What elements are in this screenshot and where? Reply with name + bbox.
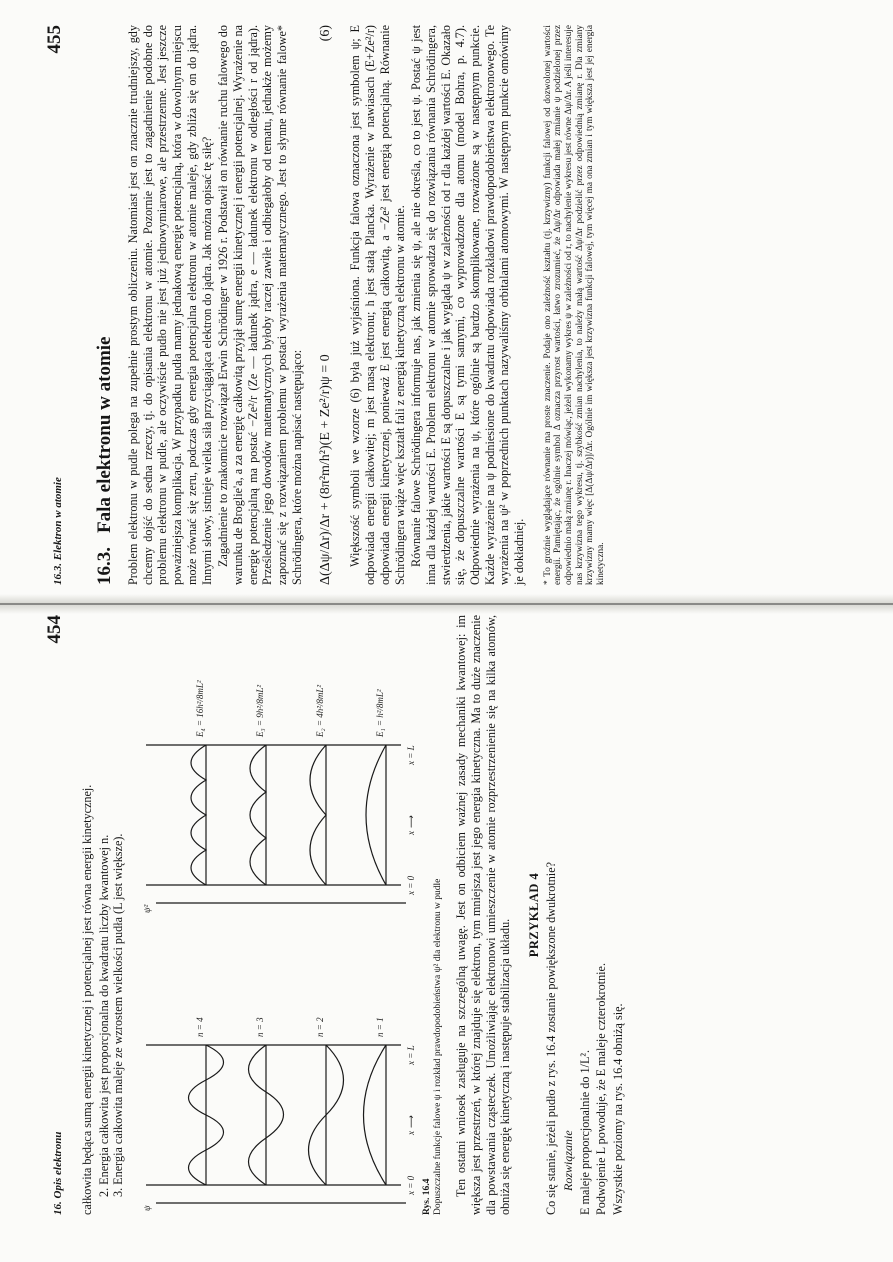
running-head: 16. Opis elektronu: [52, 1131, 64, 1215]
x-axis-label: x ⟶: [406, 1115, 417, 1135]
xL-label: x = L: [406, 745, 417, 765]
paragraph: Większość symboli we wzorze (6) była już wyjaśniona. Funkcja falowa oznaczona jest symbolem ψ; E odpowiada energii całkowitej; m jest masą elektronu; h jest stałą Plancka. Wyrażenie w nawiasach (E+Ze²/r) odpowiada energii kinetycznej, ponieważ E jest energią całkowitą, a −Ze² jest energią potencjalną. Równanie Schrödingera wiąże więc kształt fali z energią kinetyczną elektronu w atomie.: [348, 25, 407, 585]
psi-axis-label: ψ: [142, 1205, 153, 1211]
page-header: [40, 615, 80, 1215]
xL-label: x = L: [406, 1045, 417, 1065]
equation-number: (6): [318, 25, 334, 42]
n-label: n = 1: [375, 1017, 386, 1037]
section-title: [94, 25, 116, 585]
section-number: 16.3.: [94, 547, 115, 585]
section-title-text: Fala elektronu w atomie: [94, 336, 115, 533]
x0-label: x = 0: [406, 1175, 417, 1195]
n-label: n = 2: [315, 1017, 326, 1037]
energy-label: E₃ = 9h²/8mL²: [255, 684, 266, 737]
example-solution-heading: Rozwiązanie: [560, 1130, 575, 1191]
paragraph: Problem elektronu w pudle polega na zupełnie prostym obliczeniu. Natomiast jest on znacznie trudniejszy, gdy chcemy dojść do sedna rzeczy, tj. do opisania elektronu w atomie. Pozornie jest to zagadnienie podobne do problemu elektronu w pudle, ale oczywiście pudło nie jest już jednowymiarowe, ale przestrzenne. Jest jeszcze poważniejsza komplikacja. W przypadku pudła mamy jednakową energię potencjalną, która w dowolnym miejscu może równać się zeru, podczas gdy energia potencjalna elektronu w atomie maleje, gdy zbliża się on do jądra. Innymi słowy, istnieje wielka siła przyciągająca elektron do jądra. Jak można opisać tę siłę?: [126, 25, 214, 585]
psi2-curve-n3: [250, 745, 266, 885]
psi-curve-n1: [364, 1045, 387, 1185]
energy-label: E₁ = h²/8mL²: [375, 689, 386, 737]
energy-label: E₂ = 4h²/8mL²: [315, 684, 326, 737]
paragraph: Ten ostatni wniosek zasługuje na szczególną uwagę. Jest on odbiciem ważnej zasady mechaniki kwantowej: im większa jest przestrzeń, w której znajduje się elektron, tym mniejsza jest jego energia kinetyczna. Ma to duże znaczenie dla powstawania cząsteczek. Umożliwiając elektronowi umieszczenie w atomie rozprzestrzenienie się na kilka atomów, obniża się energię kinetyczną i następuje stabilizacja układu.: [454, 615, 513, 1215]
psi2-curve-n2: [310, 745, 326, 885]
book-gutter: [0, 594, 893, 614]
example-answer-line: E maleje proporcjonalnie do 1/L².: [577, 1049, 592, 1215]
caption-text: Dopuszczalne funkcje falowe ψ i rozkład prawdopodobieństwa ψ² dla elektronu w pudle: [433, 878, 444, 1215]
n-label: n = 3: [255, 1017, 266, 1037]
psi2-axis-label: ψ²: [142, 904, 153, 913]
page-number: 454: [44, 615, 65, 644]
footnote: * To groźnie wyglądające równanie ma proste znaczenie. Podaje ono zależność kształtu (tj. krzywizny) funkcji falowej od dozwolonej wartości energii. Pamiętając, że ogólnie symbol Δ oznacza przyrost wartości, łatwo zrozumieć, że Δψ/Δr odpowiada małej zmianie ψ podzielonej przez odpowiednio małą zmianę r. Inaczej mówiąc, jeżeli wykonamy wykres ψ w zależności od r, to nachylenie wykresu jest równe Δψ/Δr. A jeśli interesuje nas krzywizna tego wykresu, tj. szybkość zmian nachylenia, to należy małą wartość Δψ/Δr podzielić przez odpowiednią zmianę r. Dla zmiany krzywizny mamy więc [Δ(Δψ/Δr)]/Δr. Ogólnie im większa jest krzywizna funkcji falowej, tym więcej ma ona zmian i tym większa jest jej energia kinetyczna.: [542, 25, 606, 585]
list-item: 3. Energia całkowita maleje ze wzrostem wielkości pudła (L jest większe).: [111, 833, 126, 1197]
example-answer-line: Podwojenie L powoduje, że E maleje czterokrotnie.: [594, 962, 609, 1215]
x0-label: x = 0: [406, 875, 417, 895]
wave-function-diagram: [126, 615, 416, 1215]
x-axis-label: x ⟶: [406, 815, 417, 835]
example-title: PRZYKŁAD 4: [526, 872, 541, 958]
list-item: 2. Energia całkowita jest proporcjonalna do kwadratu liczby kwantowej n.: [96, 834, 111, 1197]
page-455: [40, 25, 680, 585]
schrodinger-equation: [318, 25, 334, 585]
psi2-curve-n4: [191, 745, 206, 885]
figure-caption: [422, 615, 444, 1215]
running-head: 16.3. Elektron w atomie: [52, 477, 64, 585]
figure-16-4: [126, 615, 416, 1215]
example-answer-line: Wszystkie poziomy na rys. 16.4 obniżą się.: [611, 1003, 626, 1215]
caption-title: Rys. 16.4: [422, 1178, 433, 1215]
energy-label: E₄ = 16h²/8mL²: [195, 680, 206, 737]
page-number: 455: [44, 25, 65, 54]
equation-text: Δ(Δψ/Δr)/Δr + (8π²m/h²)(E + Ze²/r)ψ = 0: [318, 354, 334, 585]
paragraph: Zagadnienie to znakomicie rozwiązał Erwin Schrödinger w 1926 r. Podstawił on równanie ruchu falowego do warunku de Broglie'a, a za energię całkowitą przyjął sumę energii kinetycznej i energii potencjalnej. Wyrażenie na energię potencjalną ma postać −Ze²/r (Ze — ładunek jądra, e — ładunek elektronu w odległości r od jądra). Prześledzenie jego dowodów matematycznych byłoby raczej zawiłe i odbiegałoby od tematu, jednakże możemy zapoznać się z rozwiązaniem problemu w postaci wyrażenia matematycznego. Jest to słynne równanie falowe* Schrödingera, które można napisać następująco:: [216, 25, 304, 585]
example-question: Co się stanie, jeżeli pudło z rys. 16.4 zostanie powiększone dwukrotnie?: [543, 861, 558, 1215]
n-label: n = 4: [195, 1017, 206, 1037]
page-header: [40, 25, 80, 585]
paragraph: Równanie falowe Schrödingera informuje nas, jak zmienia się ψ, ale nie określa, co to jest ψ. Postać ψ jest inna dla każdej wartości E. Problem elektronu w atomie sprowadza się do rozwiązania równania Schrödingera, stwierdzenia, jakie wartości E są dopuszczalne i jak wygląda ψ w zależności od r dla każdej wartości E. Okazało się, że dopuszczalne wartości E są tymi samymi, co wyprowadzone dla atomu (model Bohra, p. 4.7). Odpowiednie wyrażenia na ψ, które ogólnie są bardzo skomplikowane, rozważone są w następnym punkcie. Każde wyrażenie na ψ podniesione do kwadratu odpowiada rozkładowi prawdopodobieństwa elektronowego. Te wyrażenia na ψ² w poprzednich punktach nazywaliśmy orbitalami atomowymi. W następnym punkcie omówimy je dokładniej.: [409, 25, 527, 585]
paragraph: całkowita będąca sumą energii kinetycznej i potencjalnej jest równa energii kinetycznej.: [80, 784, 94, 1215]
psi2-curve-n1: [366, 745, 386, 885]
page-454: [40, 615, 680, 1215]
